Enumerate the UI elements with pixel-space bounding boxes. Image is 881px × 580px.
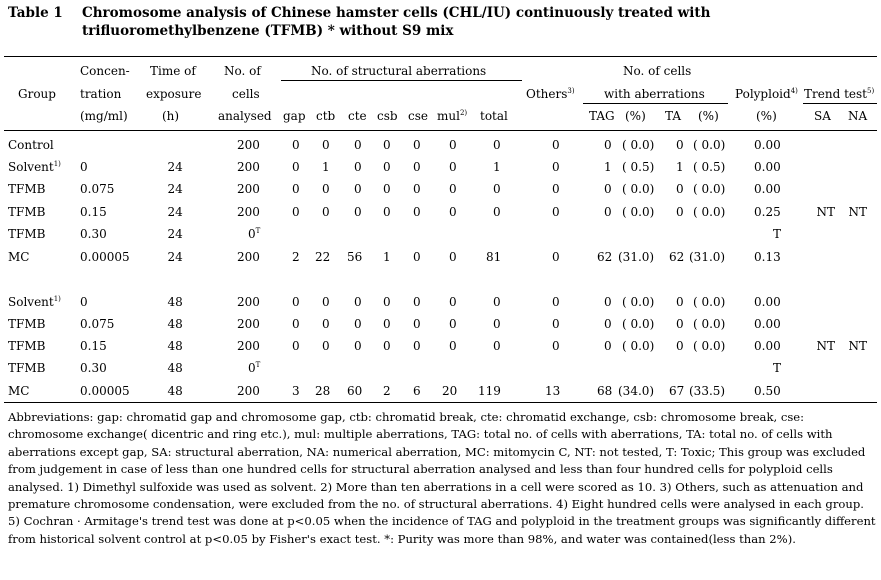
cell-cse: 0 [413,339,421,353]
cell-ta: 62 [669,250,685,264]
cell-mul: 0 [449,250,457,264]
cell-csb: 0 [383,317,391,331]
structural-underline [281,80,522,81]
cell-ta-pct: (33.5) [689,384,726,398]
header-time-2: exposure [146,87,202,101]
cell-cte: 0 [354,160,362,174]
cell-total: 119 [478,384,501,398]
cell-time: 24 [167,160,183,174]
cell-total: 0 [493,295,501,309]
cell-time: 24 [167,227,183,241]
cell-cte: 0 [354,317,362,331]
cell-gap: 0 [292,138,300,152]
cell-cells: $0^T$ [248,227,261,241]
header-time-3: (h) [162,109,180,123]
header-csb: csb [377,109,398,123]
cell-tag-pct: ( 0.0) [622,317,655,331]
table-number: Table 1 [8,5,63,21]
cell-tag-pct: ( 0.0) [622,205,655,219]
cell-tag-pct: ( 0.0) [622,138,655,152]
cell-cse: 0 [413,160,421,174]
header-polyploid-sup: 4) [790,87,798,95]
cell-gap: 2 [292,250,300,264]
cell-cells: 200 [237,205,260,219]
header-withab-2: with aberrations [604,87,705,101]
cell-others: 0 [552,182,560,196]
cell-ctb: 0 [322,138,330,152]
cell-cells: 200 [237,384,260,398]
row-group: Control [8,138,54,152]
cell-csb: 0 [383,138,391,152]
cell-tag: 0 [604,182,612,196]
cell-ta-pct: ( 0.0) [693,182,726,196]
cell-mul: 0 [449,339,457,353]
cell-time: 48 [167,317,183,331]
cell-others: 0 [552,295,560,309]
cell-cells: $0^T$ [248,361,261,375]
cell-tag: 0 [604,205,612,219]
cell-cells: 200 [237,160,260,174]
cell-cells-sup: T [255,227,261,235]
cell-ta-pct: ( 0.0) [693,295,726,309]
cell-cse: 0 [413,250,421,264]
header-ctb: ctb [316,109,336,123]
cell-conc: 0.00005 [80,250,130,264]
cell-cte: 0 [354,339,362,353]
cell-cte: 0 [354,138,362,152]
table-title: Chromosome analysis of Chinese hamster cells (CHL/IU) continuously treated with trifluoromethylbenzene (TFMB) * without S9 mix [82,5,711,39]
cell-tag: 0 [604,317,612,331]
header-tag-pct: (%) [625,109,646,123]
cell-csb: 1 [383,250,391,264]
cell-conc: 0 [80,295,88,309]
cell-ta: 0 [676,295,684,309]
row-group: MC [8,250,30,264]
header-tag: TAG [589,109,615,123]
cell-cse: 0 [413,317,421,331]
cell-total: 1 [493,160,501,174]
header-trend-sup: 5) [866,87,875,95]
cell-na: NT [848,205,868,219]
cell-ctb: 0 [322,205,330,219]
cell-time: 48 [167,384,183,398]
header-total: total [480,109,508,123]
cell-others: 0 [552,317,560,331]
cell-ctb: 0 [322,317,330,331]
cell-tag: 0 [604,295,612,309]
cell-ta-pct: ( 0.0) [693,339,726,353]
cell-total: 0 [493,205,501,219]
cell-na: NT [848,339,868,353]
cell-others: 0 [552,250,560,264]
header-mul-sup: 2) [459,109,468,117]
cell-ta-pct: ( 0.5) [693,160,726,174]
row-group: Solvent$^{1)}$ [8,295,61,309]
cell-gap: 3 [292,384,300,398]
trend-underline [803,103,877,104]
cell-total: 0 [493,182,501,196]
cell-mul: 0 [449,182,457,196]
header-time-1: Time of [150,64,196,78]
header-polyploid: Polyploid$^{4)}$ [735,87,798,101]
cell-csb: 0 [383,205,391,219]
cell-cte: 0 [354,205,362,219]
table-footnotes: Abbreviations: gap: chromatid gap and chromosome gap, ctb: chromatid break, cte: chromatid exchange, csb: chromosome break, cse: chromosome exchange( dicentric and ring etc.), mul: multiple aberrations, TAG: total no. of cells with aberrations, TA: total no. of cells with aberrations except gap, SA: structural aberration, NA: numerical aberration, MC: mitomycin C, NT: not tested, T: Toxic; This group was excluded from judgement in case of less than one hundred cells for structural aberration analysed and less than four hundred cells for polyploid cells analysed. 1) Dimethyl sulfoxide was used as solvent. 2) More than ten aberrations in a cell were scored as 10. 3) Others, such as attenuation and premature chromosome condensation, were excluded from the no. of structural aberrations. 4) Eight hundred cells were analysed in each group. 5) Cochran · Armitage's trend test was done at p<0.05 when the incidence of TAG and polyploid in the treatment groups was significantly different from historical solvent control at p<0.05 by Fisher's exact test. *: Purity was more than 98%, and water was contained(less than 2%). [8,410,876,546]
header-withab-1: No. of cells [623,64,692,78]
row-group: TFMB [8,317,46,331]
table-title-block [8,4,874,40]
cell-total: 0 [493,339,501,353]
cell-time: 24 [167,205,183,219]
row-group: MC [8,384,30,398]
cell-total: 0 [493,317,501,331]
cell-ta-pct: ( 0.0) [693,138,726,152]
cell-gap: 0 [292,317,300,331]
cell-cells-sup: T [255,361,261,369]
cell-cells: 200 [237,295,260,309]
cell-others: 0 [552,205,560,219]
row-group: TFMB [8,361,46,375]
cell-tag: 1 [604,160,612,174]
cell-others: 0 [552,160,560,174]
cell-cells: 200 [237,339,260,353]
cell-others: 0 [552,339,560,353]
header-trend: Trend test$^{5)}$ [804,87,875,101]
cell-conc: 0.075 [80,182,115,196]
cell-mul: 0 [449,295,457,309]
row-group: TFMB [8,205,46,219]
cell-poly: 0.00 [754,317,781,331]
cell-cells: 200 [237,138,260,152]
header-ta: TA [665,109,682,123]
cell-total: 81 [486,250,502,264]
cell-poly: T [773,361,782,375]
cell-conc: 0.15 [80,205,107,219]
header-ta-pct: (%) [698,109,719,123]
cell-mul: 20 [442,384,458,398]
cell-conc: 0.30 [80,361,107,375]
cell-ta-pct: ( 0.0) [693,205,726,219]
cell-ta: 1 [676,160,684,174]
cell-cse: 0 [413,182,421,196]
cell-tag-pct: ( 0.5) [622,160,655,174]
header-bottom-rule [4,130,877,131]
cell-poly: 0.00 [754,295,781,309]
header-structural: No. of structural aberrations [311,64,487,78]
cell-time: 48 [167,361,183,375]
header-conc-3: (mg/ml) [80,109,128,123]
cell-cells: 200 [237,250,260,264]
cell-cte: 0 [354,182,362,196]
cell-conc: 0.075 [80,317,115,331]
cell-tag: 0 [604,138,612,152]
row-group: TFMB [8,182,46,196]
header-cse: cse [408,109,428,123]
cell-sa: NT [816,205,836,219]
row-group-sup: 1) [53,295,61,303]
cell-gap: 0 [292,295,300,309]
cell-cte: 56 [347,250,363,264]
cell-csb: 0 [383,182,391,196]
cell-poly: T [773,227,782,241]
cell-ctb: 1 [322,160,330,174]
cell-poly: 0.00 [754,339,781,353]
cell-tag: 68 [597,384,613,398]
cell-ta-pct: ( 0.0) [693,317,726,331]
cell-time: 24 [167,250,183,264]
cell-conc: 0.00005 [80,384,130,398]
header-group: Group [18,87,56,101]
cell-total: 0 [493,138,501,152]
cell-ta: 0 [676,138,684,152]
header-cte: cte [348,109,367,123]
cell-cells: 200 [237,182,260,196]
cell-cte: 60 [347,384,363,398]
cell-mul: 0 [449,317,457,331]
cell-cte: 0 [354,295,362,309]
cell-poly: 0.00 [754,138,781,152]
cell-conc: 0 [80,160,88,174]
cell-others: 13 [545,384,561,398]
cell-ta: 0 [676,339,684,353]
cell-cse: 0 [413,295,421,309]
row-group-sup: 1) [53,160,61,168]
cell-tag: 62 [597,250,613,264]
cell-cells: 200 [237,317,260,331]
header-sa: SA [814,109,831,123]
cell-poly: 0.25 [754,205,781,219]
cell-poly: 0.00 [754,160,781,174]
header-gap: gap [283,109,306,123]
cell-csb: 0 [383,339,391,353]
header-na: NA [848,109,868,123]
row-group: TFMB [8,227,46,241]
cell-ta: 0 [676,317,684,331]
cell-cse: 0 [413,205,421,219]
cell-mul: 0 [449,138,457,152]
cell-ta: 0 [676,182,684,196]
cell-conc: 0.30 [80,227,107,241]
cell-poly: 0.00 [754,182,781,196]
header-cells-2: cells [232,87,260,101]
cell-gap: 0 [292,339,300,353]
cell-mul: 0 [449,205,457,219]
header-cells-1: No. of [224,64,261,78]
cell-csb: 0 [383,160,391,174]
cell-poly: 0.50 [754,384,781,398]
cell-cse: 0 [413,138,421,152]
header-polyploid-pct: (%) [756,109,777,123]
cell-tag-pct: (31.0) [618,250,655,264]
cell-csb: 0 [383,295,391,309]
cell-others: 0 [552,138,560,152]
cell-conc: 0.15 [80,339,107,353]
cell-tag-pct: ( 0.0) [622,295,655,309]
cell-ctb: 0 [322,182,330,196]
cell-tag-pct: ( 0.0) [622,182,655,196]
cell-tag: 0 [604,339,612,353]
header-cells-3: analysed [218,109,272,123]
cell-csb: 2 [383,384,391,398]
cell-mul: 0 [449,160,457,174]
row-group: TFMB [8,339,46,353]
top-rule [4,56,877,57]
cell-time: 48 [167,339,183,353]
cell-poly: 0.13 [754,250,781,264]
cell-cse: 6 [413,384,421,398]
header-others: Others$^{3)}$ [526,87,575,101]
cell-time: 24 [167,182,183,196]
cell-sa: NT [816,339,836,353]
table-bottom-rule [4,402,877,403]
cell-gap: 0 [292,160,300,174]
cell-ta-pct: (31.0) [689,250,726,264]
header-conc-2: tration [80,87,122,101]
cell-ta: 67 [669,384,685,398]
cell-gap: 0 [292,182,300,196]
cell-time: 48 [167,295,183,309]
cell-ctb: 0 [322,339,330,353]
row-group: Solvent$^{1)}$ [8,160,61,174]
cell-ctb: 28 [315,384,331,398]
header-others-sup: 3) [567,87,575,95]
cell-tag-pct: ( 0.0) [622,339,655,353]
cell-gap: 0 [292,205,300,219]
withab-underline [583,103,728,104]
cell-tag-pct: (34.0) [618,384,655,398]
cell-ctb: 22 [315,250,331,264]
cell-ta: 0 [676,205,684,219]
cell-ctb: 0 [322,295,330,309]
header-mul: mul$^{2)}$ [437,109,468,123]
header-conc-1: Concen- [80,64,130,78]
